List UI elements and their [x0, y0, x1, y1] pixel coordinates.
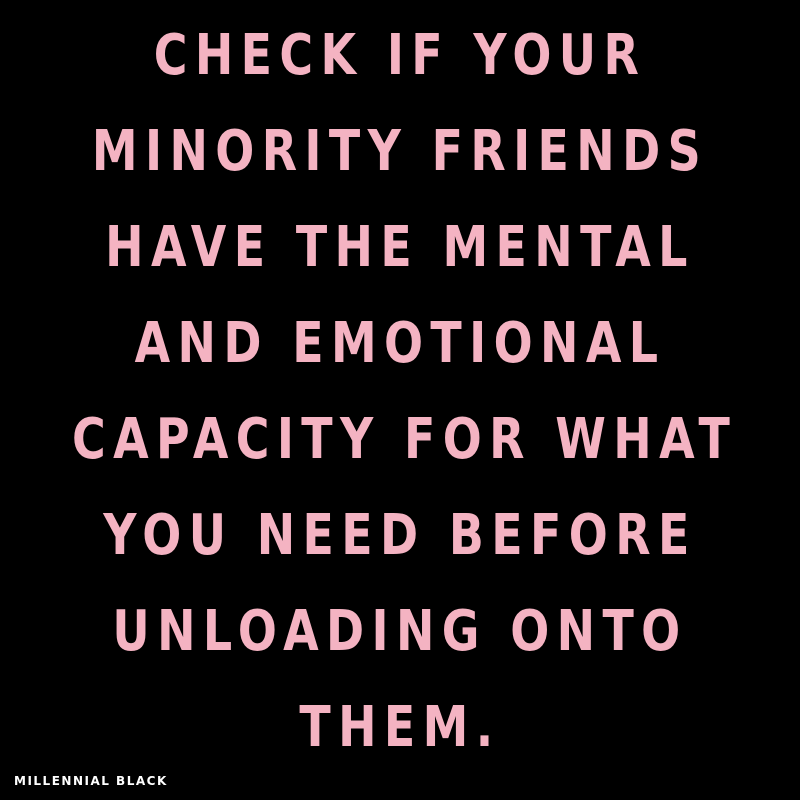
quote-line: CAPACITY FOR WHAT — [72, 407, 738, 472]
quote-line: THEM. — [299, 695, 501, 760]
quote-text — [0, 8, 800, 776]
quote-line: MINORITY FRIENDS — [91, 119, 709, 184]
quote-line: UNLOADING ONTO — [112, 599, 688, 664]
quote-line: YOU NEED BEFORE — [103, 503, 697, 568]
quote-line: HAVE THE MENTAL — [105, 215, 695, 280]
brand-watermark: MILLENNIAL BLACK — [14, 774, 168, 788]
quote-line: AND EMOTIONAL — [134, 311, 666, 376]
quote-line: CHECK IF YOUR — [153, 23, 647, 88]
